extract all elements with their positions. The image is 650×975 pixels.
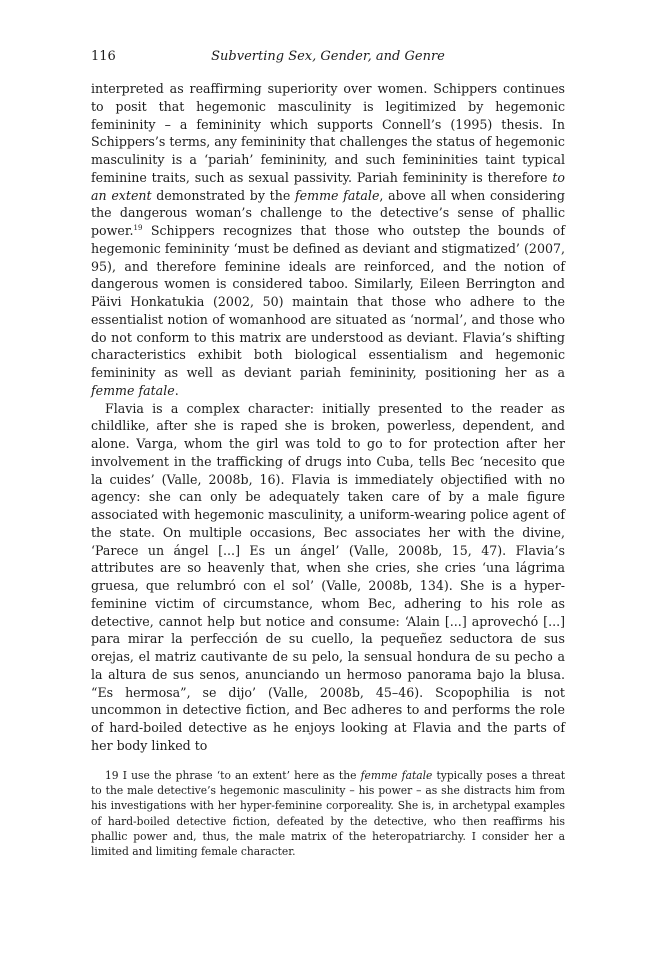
page-header <box>91 47 565 67</box>
text-run: typically poses a threat to the male detective’s hegemonic masculinity – his power – as she distracts him from his investigations with her hyper-feminine corporeality. She is, in archetypal examples of hard-boiled detective fiction, defeated by the detective, who then reaffirms his phallic power and, thus, the male matrix of the heteropatriarchy. I consider her a limited and limiting female character. <box>91 769 565 859</box>
italic-text: femme fatale <box>91 382 175 398</box>
text-run: 19 I use the phrase ‘to an extent’ here as the <box>105 769 361 782</box>
italic-text: to an extent <box>91 169 565 203</box>
body-text <box>91 80 565 755</box>
text-run: , above all when considering the dangerous woman’s challenge to the detective’s sense of phallic power. <box>91 187 565 238</box>
text-run: interpreted as reaffirming superiority over women. Schippers continues to posit that hegemonic masculinity is legitimized by hegemonic femininity – a femininity which supports Connell’s (1995) thesis. In Schippers’s terms, any femininity that challenges the status of hegemonic masculinity is a ‘pariah’ femininity, and such femininities taint typical feminine traits, such as sexual passivity. Pariah femininity is therefore <box>91 81 565 185</box>
footnotes <box>91 768 565 859</box>
text-run: demonstrated by the <box>151 187 296 203</box>
italic-text: femme fatale <box>295 187 380 203</box>
footnote-19 <box>91 768 565 859</box>
text-run: Schippers recognizes that those who outstep the bounds of hegemonic femininity ‘must be defined as deviant and stigmatized’ (2007, 95), and therefore feminine ideals are reinforced, and the notion of dangerous women is considered taboo. Similarly, Eileen Berrington and Päivi Honkatukia (2002, 50) maintain that those who adhere to the essentialist notion of womanhood are situated as ‘normal’, and those who do not conform to this matrix are understood as deviant. Flavia’s shifting characteristics exhibit both biological essentialism and hegemonic femininity as well as deviant pariah femininity, positioning her as a <box>91 223 565 380</box>
footnote-ref: 19 <box>133 223 143 232</box>
page-number: 116 <box>91 49 116 64</box>
italic-text: femme fatale <box>360 769 433 782</box>
body-paragraph <box>91 400 565 755</box>
running-title: Subverting Sex, Gender, and Genre <box>211 49 445 64</box>
body-paragraph <box>91 80 565 400</box>
text-run: Flavia is a complex character: initially presented to the reader as childlike, after she is raped she is broken, powerless, dependent, and alone. Varga, whom the girl was told to go to for protection after her involvement in the trafficking of drugs into Cuba, tells Bec ‘necesito que la cuides’ (Valle, 2008b, 16). Flavia is immediately objectified with no agency: she can only be adequately taken care of by a male figure associated with hegemonic masculinity, a uniform-wearing police agent of the state. On multiple occasions, Bec associates her with the divine, ‘Parece un ángel [...] Es un ángel’ (Valle, 2008b, 15, 47). Flavia’s attributes are so heavenly that, when she cries, she cries ‘una lágrima gruesa, que relumbró con el sol’ (Valle, 2008b, 134). She is a hyper-feminine victim of circumstance, whom Bec, adhering to his role as detective, cannot help but notice and consume: ‘Alain [...] aprovechó [...] para mirar la perfección de su cuello, la pequeñez seductora de sus orejas, el matriz cautivante de su pelo, la sensual hondura de su pecho a la altura de sus senos, anunciando un hermoso panorama bajo la blusa. “Es hermosa”, se dijo’ (Valle, 2008b, 45–46). Scopophilia is not uncommon in detective fiction, and Bec adheres to and performs the role of hard-boiled detective as he enjoys looking at Flavia and the parts of her body linked to <box>91 400 565 753</box>
text-run: . <box>174 382 179 398</box>
